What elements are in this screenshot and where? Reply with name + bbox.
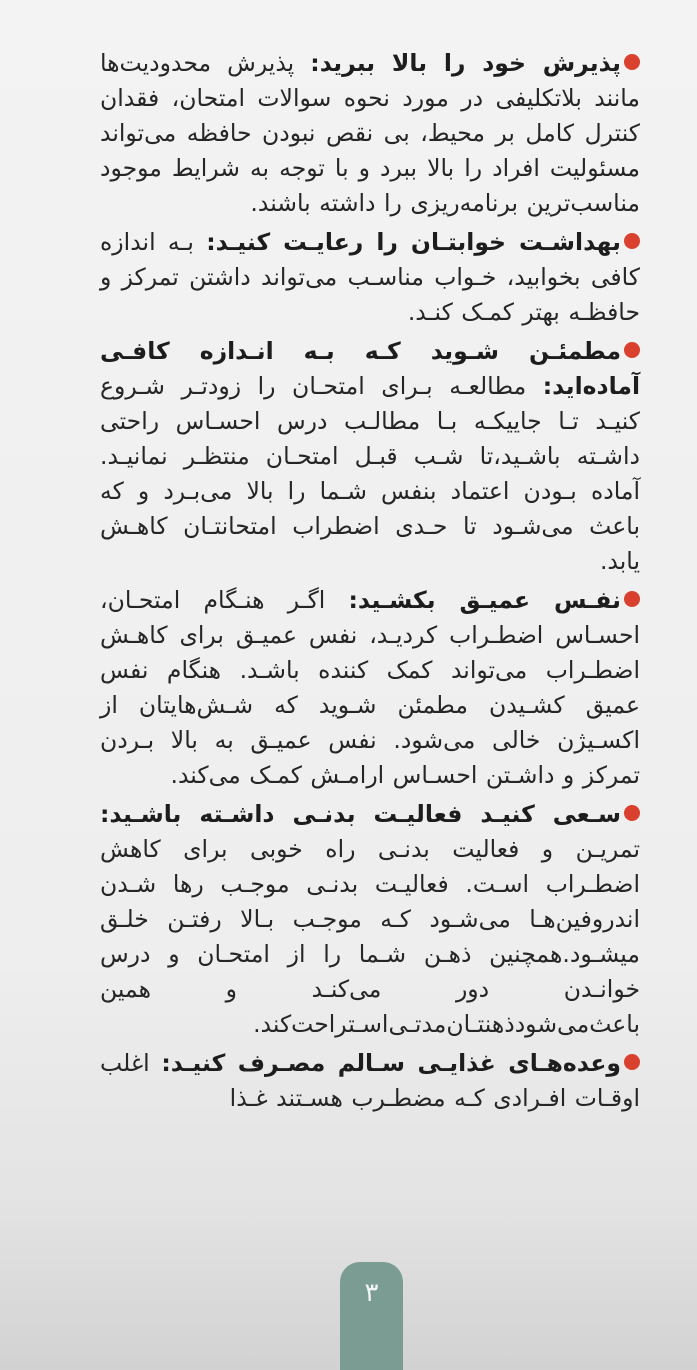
tip-paragraph <box>100 46 640 221</box>
bullet-dot-icon <box>624 233 640 249</box>
tip-heading: بهداشـت خوابتـان را رعایـت کنیـد: <box>206 228 621 256</box>
tip-body: تمریـن و فعالیت بدنـی راه خوبی برای کاهش اضطـراب اسـت. فعالیـت بدنـی موجـب رها شـدن اندروفین‌هـا می‌شـود کـه موجـب بـالا رفتـن خلـق میشـود.همچنین ذهـن شـما را از امتحـان و درس خوانـدن دور می‌کنـد و همین باعث‌می‌شودذهنتـان‌مدتـی‌اسـتراحت‌کند. <box>100 835 640 1038</box>
tip-paragraph <box>100 583 640 793</box>
tip-body: مطالعـه بـرای امتحـان را زودتـر شـروع کنیـد تـا جاییکـه بـا مطالـب درس احسـاس راحتی داشـته باشـید،تا شـب قبـل امتحـان منتظـر نمانیـد. آماده بـودن اعتماد بنفس شـما را بالا می‌بـرد و که باعث می‌شـود تا حـدی اضطراب امتحانتـان کاهـش یابد. <box>100 372 640 575</box>
tip-body: اغلب اوقـات افـرادی کـه مضطـرب هسـتند غـذا <box>100 1049 640 1112</box>
tip-heading: مطمئـن شـوید کـه بـه انـدازه کافـی آماده‌اید: <box>100 337 640 400</box>
tip-heading: وعده‌هـای غذایـی سـالم مصـرف کنیـد: <box>161 1049 621 1077</box>
tip-paragraph <box>100 797 640 1042</box>
article-page <box>100 46 640 1120</box>
tip-heading: نفـس عمیـق بکشـید: <box>348 586 621 614</box>
tip-paragraph <box>100 334 640 579</box>
bullet-dot-icon <box>624 805 640 821</box>
bullet-dot-icon <box>624 1054 640 1070</box>
tip-paragraph <box>100 1046 640 1116</box>
page-number-tab: ۳ <box>340 1262 403 1370</box>
bullet-dot-icon <box>624 342 640 358</box>
bullet-dot-icon <box>624 54 640 70</box>
tip-heading: سـعی کنیـد فعالیـت بدنـی داشـته باشـید: <box>100 800 621 828</box>
tip-body: اگـر هنـگام امتحـان، احسـاس اضطـراب کردیـد، نفس عمیـق برای کاهـش اضطـراب می‌تواند کمک کننده باشـد. هنگام نفس عمیق کشـیدن مطمئن شـوید که شـش‌هایتان از اکسـیژن خالی می‌شود. نفس عمیـق به بالا بـردن تمرکز و داشـتن احسـاس ارامـش کمـک می‌کند. <box>100 586 640 789</box>
tip-paragraph <box>100 225 640 330</box>
tip-heading: پذیرش خود را بالا ببرید: <box>310 49 621 77</box>
bullet-dot-icon <box>624 591 640 607</box>
tip-body: پذیرش محدودیت‌ها مانند بلاتکلیفی در مورد نحوه سوالات امتحان، فقدان کنترل کامل بر محیط، بی نقص نبودن حافظه می‌تواند مسئولیت افراد را بالا ببرد و با توجه به شرایط موجود مناسب‌ترین برنامه‌ریزی را داشته باشند. <box>100 49 640 217</box>
tip-body: بـه اندازه کافی بخوابید، خـواب مناسـب می‌تواند داشتن تمرکز و حافظـه بهتر کمـک کنـد. <box>100 228 640 326</box>
